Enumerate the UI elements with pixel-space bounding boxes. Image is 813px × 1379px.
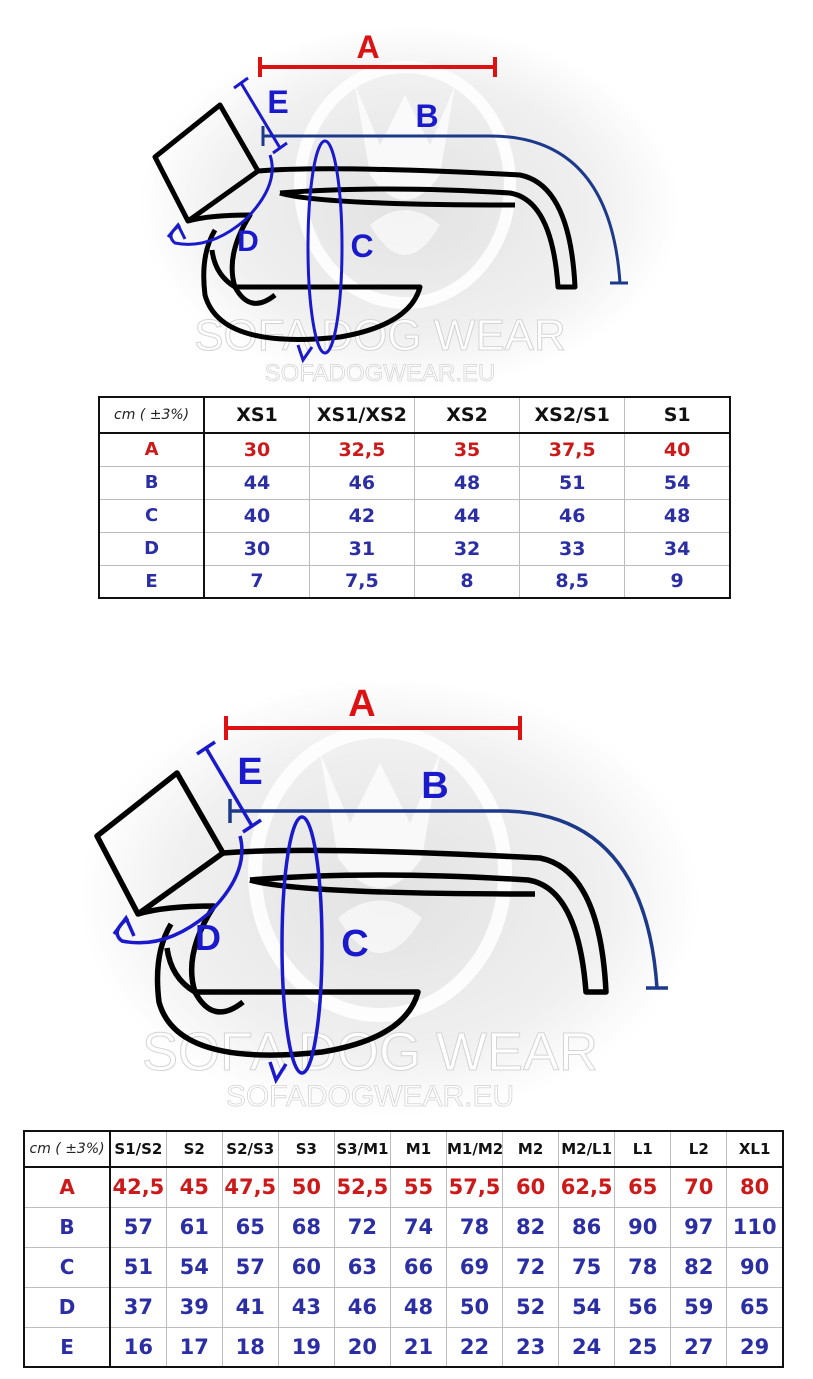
measure-a-label: A xyxy=(348,683,376,725)
measure-value-cell: 37 xyxy=(110,1287,166,1327)
measure-a-label: A xyxy=(356,29,380,65)
measure-value-cell: 48 xyxy=(625,499,730,532)
measure-value-cell: 54 xyxy=(559,1287,615,1327)
watermark-brand: SOFA DOG WEAR xyxy=(194,311,566,360)
measure-value-cell: 31 xyxy=(309,532,414,565)
measure-value-cell: 54 xyxy=(625,466,730,499)
measure-value-cell: 48 xyxy=(390,1287,446,1327)
size-header: L1 xyxy=(615,1131,671,1167)
measure-value-cell: 75 xyxy=(559,1247,615,1287)
measure-value-cell: 39 xyxy=(166,1287,222,1327)
size-header: L2 xyxy=(671,1131,727,1167)
measure-value-cell: 72 xyxy=(334,1207,390,1247)
measure-value-cell: 50 xyxy=(446,1287,502,1327)
table-row xyxy=(99,499,730,532)
measure-value-cell: 60 xyxy=(503,1167,559,1207)
measure-value-cell: 60 xyxy=(278,1247,334,1287)
measure-value-cell: 32 xyxy=(414,532,519,565)
measure-value-cell: 24 xyxy=(559,1327,615,1367)
measure-value-cell: 48 xyxy=(414,466,519,499)
measure-value-cell: 20 xyxy=(334,1327,390,1367)
measure-value-cell: 8 xyxy=(414,565,519,598)
measure-value-cell: 56 xyxy=(615,1287,671,1327)
table-row xyxy=(24,1247,783,1287)
measure-b-label: B xyxy=(421,765,449,807)
measure-value-cell: 61 xyxy=(166,1207,222,1247)
measure-row-label: A xyxy=(24,1167,110,1207)
measure-value-cell: 74 xyxy=(390,1207,446,1247)
measure-row-label: D xyxy=(99,532,204,565)
measure-row-label: D xyxy=(24,1287,110,1327)
measure-value-cell: 68 xyxy=(278,1207,334,1247)
measure-row-label: C xyxy=(24,1247,110,1287)
table-row xyxy=(99,466,730,499)
measure-value-cell: 35 xyxy=(414,433,519,466)
measure-row-label: E xyxy=(24,1327,110,1367)
measure-row-label: B xyxy=(24,1207,110,1247)
unit-label: cm ( ±3%) xyxy=(24,1131,110,1167)
measure-value-cell: 80 xyxy=(727,1167,783,1207)
measure-value-cell: 30 xyxy=(204,532,309,565)
size-header: S1 xyxy=(625,397,730,433)
measure-c-label: C xyxy=(350,228,374,264)
measure-value-cell: 59 xyxy=(671,1287,727,1327)
size-header: XS1/XS2 xyxy=(309,397,414,433)
table-row xyxy=(24,1167,783,1207)
measure-value-cell: 82 xyxy=(503,1207,559,1247)
measure-value-cell: 51 xyxy=(110,1247,166,1287)
measure-row-label: B xyxy=(99,466,204,499)
measure-value-cell: 66 xyxy=(390,1247,446,1287)
measure-value-cell: 86 xyxy=(559,1207,615,1247)
measure-value-cell: 34 xyxy=(625,532,730,565)
table-row xyxy=(24,1207,783,1247)
size-header: S3 xyxy=(278,1131,334,1167)
table-header-row xyxy=(24,1131,783,1167)
table-row xyxy=(24,1327,783,1367)
measure-d-label: D xyxy=(195,917,221,958)
measure-value-cell: 37,5 xyxy=(520,433,625,466)
measure-value-cell: 110 xyxy=(727,1207,783,1247)
measure-row-label: C xyxy=(99,499,204,532)
measure-value-cell: 19 xyxy=(278,1327,334,1367)
measure-value-cell: 23 xyxy=(503,1327,559,1367)
measure-value-cell: 57 xyxy=(110,1207,166,1247)
measure-value-cell: 65 xyxy=(727,1287,783,1327)
unit-label: cm ( ±3%) xyxy=(99,397,204,433)
measure-value-cell: 97 xyxy=(671,1207,727,1247)
measure-value-cell: 63 xyxy=(334,1247,390,1287)
measure-value-cell: 18 xyxy=(222,1327,278,1367)
measure-value-cell: 46 xyxy=(309,466,414,499)
measure-value-cell: 43 xyxy=(278,1287,334,1327)
measure-value-cell: 52 xyxy=(503,1287,559,1327)
measure-value-cell: 45 xyxy=(166,1167,222,1207)
measure-row-label: A xyxy=(99,433,204,466)
size-table-small xyxy=(98,396,731,599)
measure-value-cell: 57 xyxy=(222,1247,278,1287)
measure-value-cell: 42 xyxy=(309,499,414,532)
measure-value-cell: 90 xyxy=(615,1207,671,1247)
measure-value-cell: 41 xyxy=(222,1287,278,1327)
measure-value-cell: 7,5 xyxy=(309,565,414,598)
size-header: XS1 xyxy=(204,397,309,433)
measure-value-cell: 54 xyxy=(166,1247,222,1287)
measure-c-label: C xyxy=(341,923,369,965)
measure-e-label: E xyxy=(237,751,263,793)
measure-value-cell: 90 xyxy=(727,1247,783,1287)
measure-value-cell: 42,5 xyxy=(110,1167,166,1207)
watermark-brand: SOFA DOG WEAR xyxy=(141,1022,599,1082)
measure-b-label: B xyxy=(415,98,439,134)
size-header: M1/M2 xyxy=(446,1131,502,1167)
measure-value-cell: 69 xyxy=(446,1247,502,1287)
measure-value-cell: 9 xyxy=(625,565,730,598)
table-row xyxy=(99,532,730,565)
garment-diagram-top xyxy=(140,25,680,390)
size-table-large xyxy=(23,1130,784,1368)
size-header: S2/S3 xyxy=(222,1131,278,1167)
measure-value-cell: 25 xyxy=(615,1327,671,1367)
measure-d-label: D xyxy=(237,225,259,258)
measure-value-cell: 65 xyxy=(222,1207,278,1247)
size-header: M2 xyxy=(503,1131,559,1167)
garment-diagram-bottom xyxy=(80,678,700,1118)
measure-value-cell: 44 xyxy=(414,499,519,532)
size-header: S2 xyxy=(166,1131,222,1167)
measure-row-label: E xyxy=(99,565,204,598)
size-header: M2/L1 xyxy=(559,1131,615,1167)
measure-value-cell: 29 xyxy=(727,1327,783,1367)
measure-value-cell: 21 xyxy=(390,1327,446,1367)
measure-value-cell: 40 xyxy=(204,499,309,532)
table-row xyxy=(99,565,730,598)
measure-value-cell: 40 xyxy=(625,433,730,466)
table-header-row xyxy=(99,397,730,433)
measure-value-cell: 27 xyxy=(671,1327,727,1367)
watermark-url: SOFADOGWEAR.EU xyxy=(225,1080,515,1113)
measure-value-cell: 51 xyxy=(520,466,625,499)
measure-value-cell: 22 xyxy=(446,1327,502,1367)
table-row xyxy=(24,1287,783,1327)
measure-value-cell: 52,5 xyxy=(334,1167,390,1207)
measure-value-cell: 44 xyxy=(204,466,309,499)
measure-value-cell: 47,5 xyxy=(222,1167,278,1207)
watermark-url: SOFADOGWEAR.EU xyxy=(264,360,496,387)
measure-value-cell: 7 xyxy=(204,565,309,598)
measure-value-cell: 55 xyxy=(390,1167,446,1207)
size-header: S3/M1 xyxy=(334,1131,390,1167)
measure-value-cell: 17 xyxy=(166,1327,222,1367)
table-row xyxy=(99,433,730,466)
size-header: M1 xyxy=(390,1131,446,1167)
measure-value-cell: 70 xyxy=(671,1167,727,1207)
measure-value-cell: 8,5 xyxy=(520,565,625,598)
measure-e-label: E xyxy=(267,84,289,120)
measure-value-cell: 46 xyxy=(520,499,625,532)
measure-value-cell: 65 xyxy=(615,1167,671,1207)
size-header: XS2 xyxy=(414,397,519,433)
measure-value-cell: 33 xyxy=(520,532,625,565)
size-header: XS2/S1 xyxy=(520,397,625,433)
size-header: S1/S2 xyxy=(110,1131,166,1167)
measure-value-cell: 72 xyxy=(503,1247,559,1287)
measure-value-cell: 62,5 xyxy=(559,1167,615,1207)
size-header: XL1 xyxy=(727,1131,783,1167)
measure-value-cell: 16 xyxy=(110,1327,166,1367)
measure-value-cell: 57,5 xyxy=(446,1167,502,1207)
measure-value-cell: 32,5 xyxy=(309,433,414,466)
measure-value-cell: 78 xyxy=(615,1247,671,1287)
measure-value-cell: 30 xyxy=(204,433,309,466)
measure-value-cell: 78 xyxy=(446,1207,502,1247)
measure-value-cell: 46 xyxy=(334,1287,390,1327)
measure-value-cell: 50 xyxy=(278,1167,334,1207)
measure-value-cell: 82 xyxy=(671,1247,727,1287)
